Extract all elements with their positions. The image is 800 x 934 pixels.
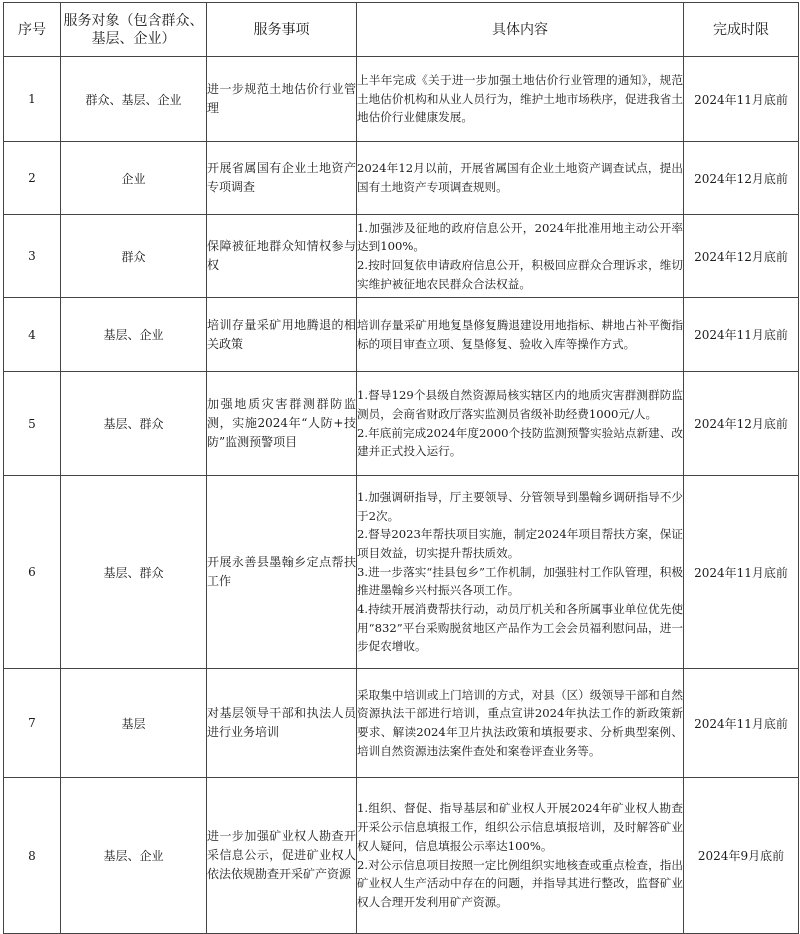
table-row xyxy=(4,476,799,669)
content-paragraph: 2024年12月以前，开展省属国有企业土地资产调查试点，提出国有土地资产专项调查规则。 xyxy=(357,161,683,194)
header-service: 服务事项 xyxy=(207,3,357,57)
table-row xyxy=(4,669,799,778)
header-deadline: 完成时限 xyxy=(684,3,799,57)
row-index: 6 xyxy=(4,476,61,669)
content-paragraph: 1.加强涉及征地的政府信息公开，2024年批准用地主动公开率达到100%。 xyxy=(357,220,683,254)
service-table xyxy=(3,2,799,934)
table-row xyxy=(4,778,799,934)
row-target: 群众、基层、企业 xyxy=(61,57,207,142)
row-index: 8 xyxy=(4,778,61,934)
content-paragraph: 2.年底前完成2024年度2000个技防监测预警实验站点新建、改建并正式投入运行。 xyxy=(357,425,683,459)
header-row xyxy=(4,3,799,57)
row-target: 基层、群众 xyxy=(61,372,207,476)
row-index: 7 xyxy=(4,669,61,778)
table-row xyxy=(4,215,799,298)
content-paragraph: 3.进一步落实“挂县包乡”工作机制，加强驻村工作队管理，积极推进墨翰乡兴村振兴各项工作。 xyxy=(357,564,683,598)
row-deadline: 2024年12月底前 xyxy=(684,142,799,215)
row-target: 群众 xyxy=(61,215,207,298)
row-service: 开展永善县墨翰乡定点帮扶工作 xyxy=(207,476,357,669)
content-paragraph: 采取集中培训或上门培训的方式，对县（区）级领导干部和自然资源执法干部进行培训，重点宣讲2024年执法工作的新政策新要求、解读2024年卫片执法政策和填报要求、分析典型案例、培训自然资源违法案件查处和案卷评查业务等。 xyxy=(357,687,683,758)
content-paragraph: 培训存量采矿用地复垦修复腾退建设用地指标、耕地占补平衡指标的项目审查立项、复垦修复、验收入库等操作方式。 xyxy=(357,317,683,351)
content-paragraph: 1.督导129个县级自然资源局核实辖区内的地质灾害群测群防监测员，会商省财政厅落实监测员省级补助经费1000元/人。 xyxy=(357,388,683,421)
row-service: 加强地质灾害群测群防监测，实施2024年“人防+技防”监测预警项目 xyxy=(207,372,357,476)
row-index: 1 xyxy=(4,57,61,142)
content-paragraph: 1.组织、督促、指导基层和矿业权人开展2024年矿业权人勘查开采公示信息填报工作，组织公示信息填报培训，及时解答矿业权人疑问，信息填报公示率达100%。 xyxy=(357,801,683,853)
row-content xyxy=(357,372,684,476)
content-paragraph: 2.督导2023年帮扶项目实施，制定2024年项目帮扶方案，保证项目效益，切实提升帮扶质效。 xyxy=(357,527,683,560)
row-deadline: 2024年12月底前 xyxy=(684,372,799,476)
header-index: 序号 xyxy=(4,3,61,57)
table-row xyxy=(4,298,799,372)
row-content xyxy=(357,298,684,372)
row-deadline: 2024年11月底前 xyxy=(684,57,799,142)
content-paragraph: 2.按时回复依申请政府信息公开，积极回应群众合理诉求，维切实维护被征地农民群众合法权益。 xyxy=(357,258,683,291)
row-content xyxy=(357,476,684,669)
row-deadline: 2024年11月底前 xyxy=(684,298,799,372)
table-row xyxy=(4,57,799,142)
row-index: 2 xyxy=(4,142,61,215)
content-paragraph: 4.持续开展消费帮扶行动，动员厅机关和各所属事业单位优先使用“832”平台采购脱贫地区产品作为工会会员福利慰问品，进一步促农增收。 xyxy=(357,602,683,654)
row-content xyxy=(357,778,684,934)
row-content xyxy=(357,669,684,778)
row-deadline: 2024年12月底前 xyxy=(684,215,799,298)
row-index: 4 xyxy=(4,298,61,372)
row-target: 企业 xyxy=(61,142,207,215)
table-row xyxy=(4,142,799,215)
row-service: 培训存量采矿用地腾退的相关政策 xyxy=(207,298,357,372)
row-service: 保障被征地群众知情权参与权 xyxy=(207,215,357,298)
service-table-sheet xyxy=(0,2,800,933)
row-deadline: 2024年9月底前 xyxy=(684,778,799,934)
row-target: 基层 xyxy=(61,669,207,778)
row-deadline: 2024年11月底前 xyxy=(684,476,799,669)
row-index: 5 xyxy=(4,372,61,476)
content-paragraph: 2.对公示信息项目按照一定比例组织实地核查或重点检查，指出矿业权人生产活动中存在的问题，并指导其进行整改，监督矿业权人合理开发利用矿产资源。 xyxy=(357,857,683,909)
header-target: 服务对象（包含群众、基层、企业） xyxy=(61,3,207,57)
row-content xyxy=(357,57,684,142)
row-deadline: 2024年11月底前 xyxy=(684,669,799,778)
row-content xyxy=(357,142,684,215)
row-index: 3 xyxy=(4,215,61,298)
row-target: 基层、企业 xyxy=(61,298,207,372)
row-service: 开展省属国有企业土地资产专项调查 xyxy=(207,142,357,215)
header-content: 具体内容 xyxy=(357,3,684,57)
row-content xyxy=(357,215,684,298)
row-service: 进一步规范土地估价行业管理 xyxy=(207,57,357,142)
content-paragraph: 1.加强调研指导，厅主要领导、分管领导到墨翰乡调研指导不少于2次。 xyxy=(357,489,683,523)
row-service: 进一步加强矿业权人勘查开采信息公示，促进矿业权人依法依规勘查开采矿产资源 xyxy=(207,778,357,934)
row-target: 基层、群众 xyxy=(61,476,207,669)
row-service: 对基层领导干部和执法人员进行业务培训 xyxy=(207,669,357,778)
row-target: 基层、企业 xyxy=(61,778,207,934)
table-row xyxy=(4,372,799,476)
content-paragraph: 上半年完成《关于进一步加强土地估价行业管理的通知》，规范土地估价机构和从业人员行为，维护土地市场秩序，促进我省土地估价行业健康发展。 xyxy=(357,72,683,125)
